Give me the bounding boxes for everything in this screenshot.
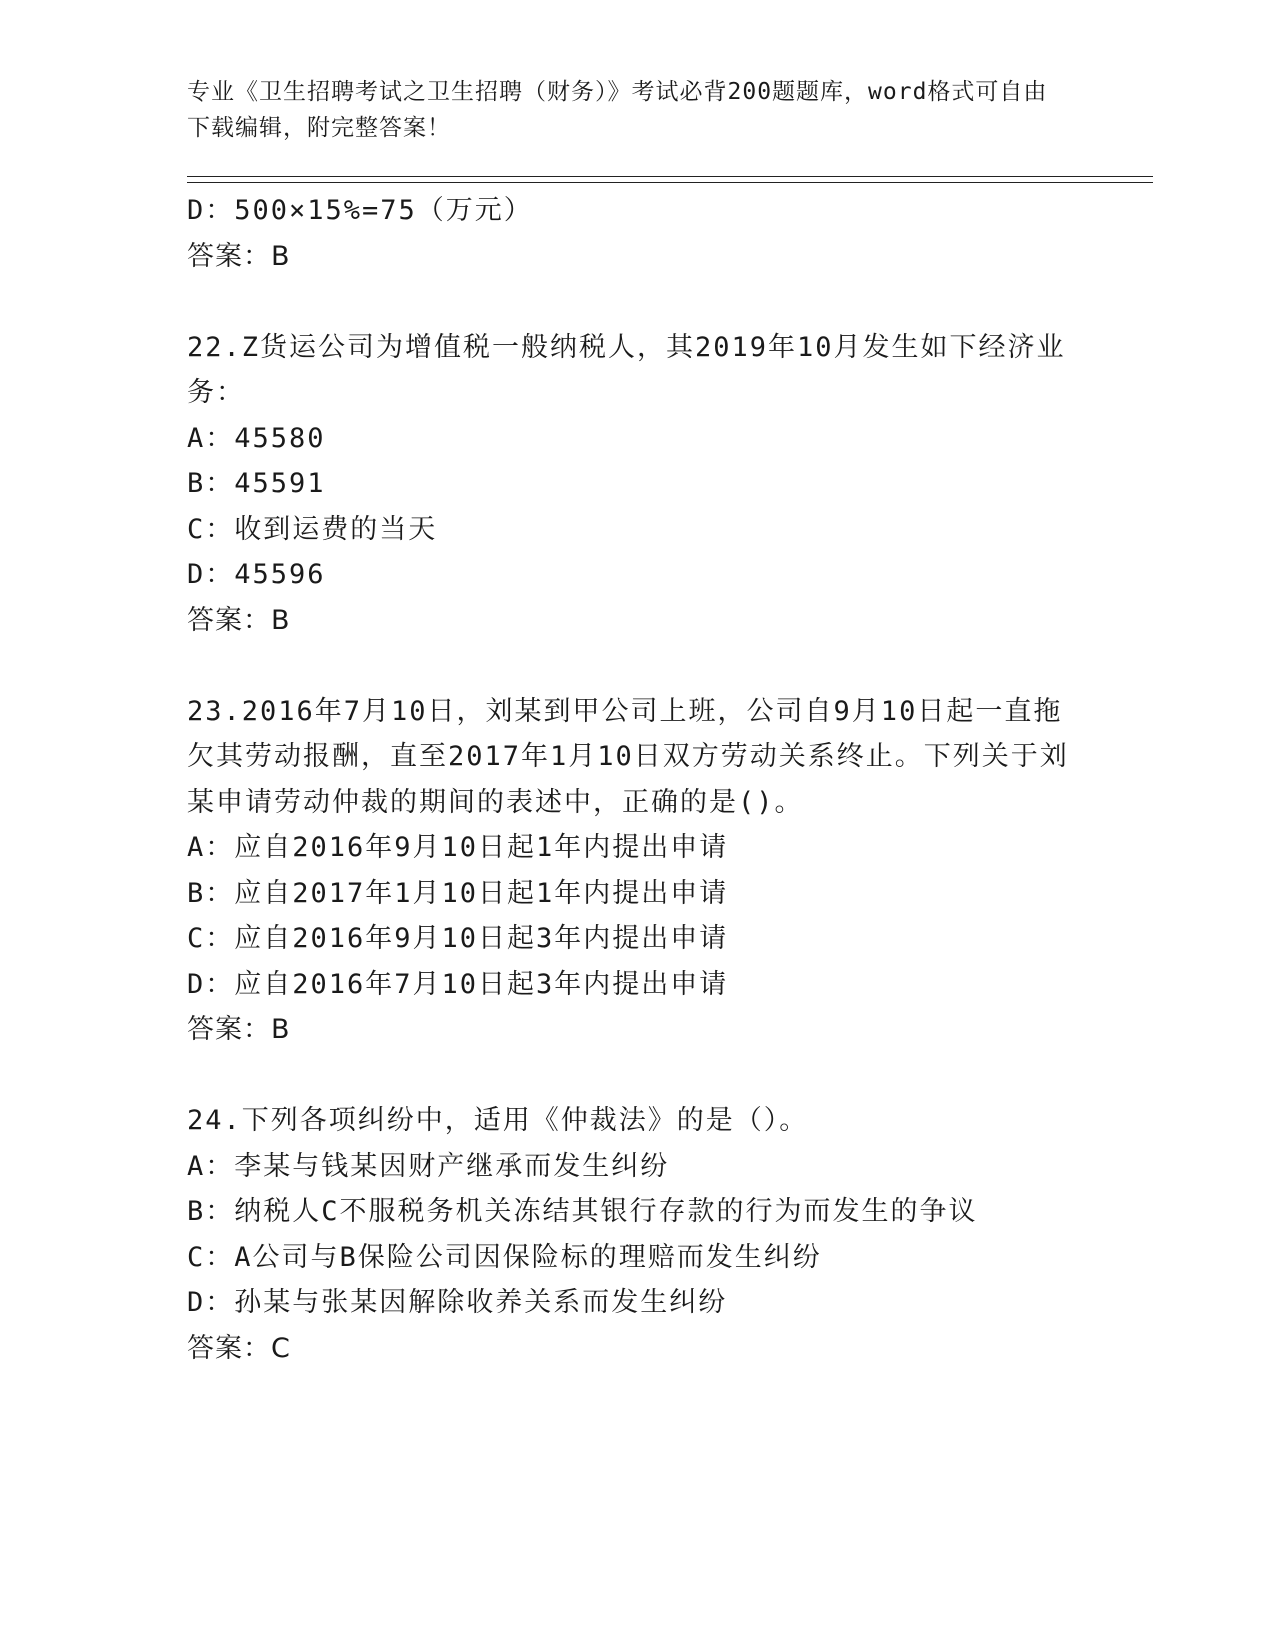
header-divider-bottom [187,182,1153,183]
option-a: A：李某与钱某因财产继承而发生纠纷 [187,1150,670,1182]
option-c: C：A公司与B保险公司因保险标的理赔而发生纠纷 [187,1241,822,1273]
option-d: D：应自2016年7月10日起3年内提出申请 [187,968,729,1000]
question-24 [187,1098,1087,1371]
option-a: A：45580 [187,422,326,454]
question-stem: 23.2016年7月10日，刘某到甲公司上班，公司自9月10日起一直拖欠其劳动报酬，直至2017年1月10日双方劳动关系终止。下列关于刘某申请劳动仲裁的期间的表述中，正确的是()。 [187,695,1069,818]
option-a: A：应自2016年9月10日起1年内提出申请 [187,832,729,863]
option-b: B：纳税人C不服税务机关冻结其银行存款的行为而发生的争议 [187,1196,978,1227]
option-d: D：45596 [187,559,326,590]
question-list [187,188,1087,1371]
answer-line: 答案：B [187,240,291,272]
option-c: C：应自2016年9月10日起3年内提出申请 [187,923,729,954]
question-stem: 22.Z货运公司为增值税一般纳税人，其2019年10月发生如下经济业务： [187,331,1066,408]
option-d: D：500×15%=75（万元） [187,195,533,226]
question-23 [187,689,1087,1053]
question-spacer [187,1053,1087,1099]
document-header: 专业《卫生招聘考试之卫生招聘（财务）》考试必背200题题库，word格式可自由下载编辑，附完整答案！ [187,79,1048,141]
option-c: C：收到运费的当天 [187,513,438,545]
answer-line: 答案：B [187,1014,291,1045]
question-21 [187,188,1087,279]
answer-line: 答案：B [187,604,291,636]
header-divider-top [187,176,1153,177]
question-stem: 24.下列各项纠纷中，适用《仲裁法》的是（）。 [187,1105,809,1136]
question-22 [187,325,1087,644]
option-d: D：孙某与张某因解除收养关系而发生纠纷 [187,1287,728,1318]
option-b: B：应自2017年1月10日起1年内提出申请 [187,877,729,909]
question-spacer [187,643,1087,689]
question-spacer [187,279,1087,325]
option-b: B：45591 [187,468,326,499]
answer-line: 答案：C [187,1332,291,1364]
